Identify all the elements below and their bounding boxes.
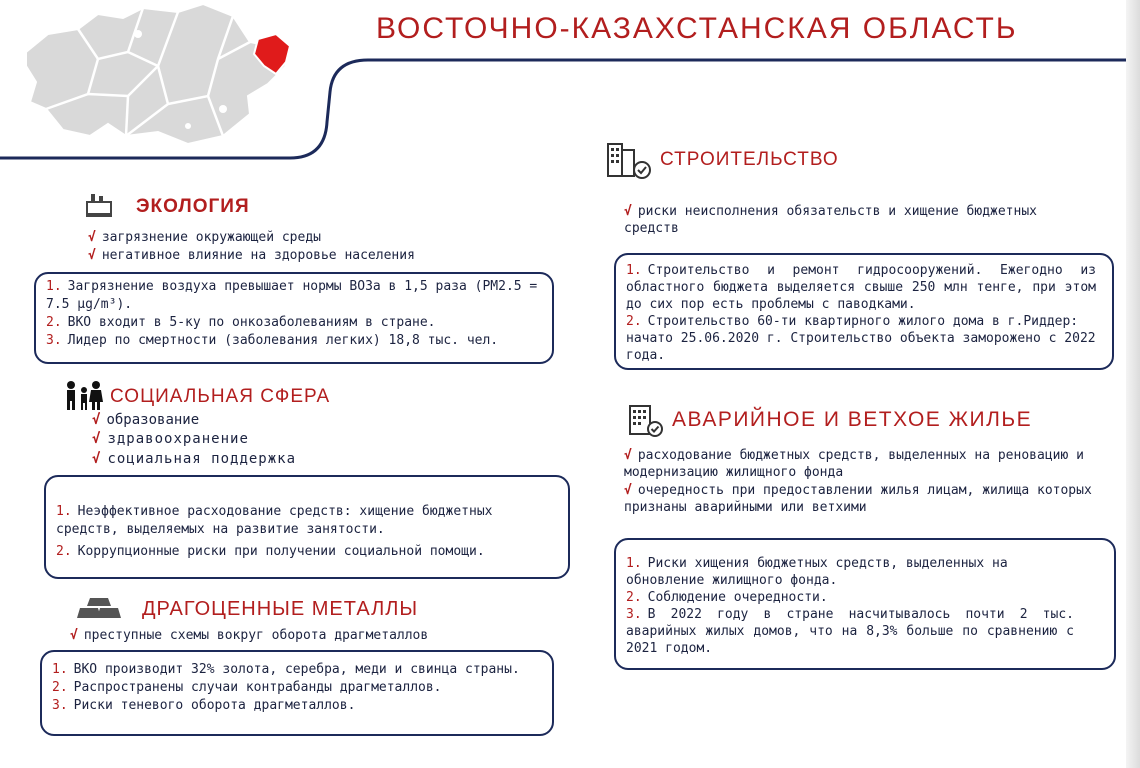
social-check-3: √ социальная поддержка (92, 451, 297, 467)
family-icon (64, 380, 104, 412)
metals-box (40, 650, 554, 736)
social-box (44, 475, 570, 579)
list-item: 2. ВКО входит в 5-ку по онкозаболеваниям в стране. (46, 315, 436, 330)
ecology-title: ЭКОЛОГИЯ (136, 196, 250, 217)
list-item: 1. Загрязнение воздуха превышает нормы ВОЗа в 1,5 раза (PM2.5 = 7.5 μg/m³). (46, 279, 538, 312)
housing-title: АВАРИЙНОЕ И ВЕТХОЕ ЖИЛЬЕ (672, 408, 1033, 431)
list-item: 2. Распространены случаи контрабанды драгметаллов. (52, 680, 442, 695)
housing-check-1: √ расходование бюджетных средств, выделенных на реновацию и модернизацию жилищного фонда (624, 448, 1084, 480)
social-check-1: √ образование (92, 412, 200, 428)
construction-box (614, 253, 1114, 370)
list-item: 1. Неэффективное расходование средств: хищение бюджетных средств, выделяемых на развитие занятости. (56, 504, 493, 537)
social-title: СОЦИАЛЬНАЯ СФЕРА (110, 386, 331, 407)
list-item: 1. Риски хищения бюджетных средств, выделенных на обновление жилищного фонда. (626, 556, 1008, 588)
list-item: 2. Строительство 60-ти квартирного жилого дома в г.Риддер: начато 25.06.2020 г. Строительство объекта заморожено с 2022 года. (626, 314, 1096, 363)
construction-check-1: √ риски неисполнения обязательств и хищение бюджетных средств (624, 204, 1037, 236)
construction-title: СТРОИТЕЛЬСТВО (660, 149, 839, 170)
list-item: 1. ВКО производит 32% золота, серебра, меди и свинца страны. (52, 662, 520, 677)
metals-check-1: √ преступные схемы вокруг оборота драгметаллов (70, 628, 429, 643)
list-item: 1. Строительство и ремонт гидросооружений. Ежегодно из областного бюджета выделяется свыше 250 млн тенге, при этом до сих пор есть проблемы с паводками. (626, 263, 1096, 312)
metals-title: ДРАГОЦЕННЫЕ МЕТАЛЛЫ (142, 598, 419, 620)
apartment-check-icon (628, 404, 664, 438)
factory-icon (84, 190, 114, 218)
gold-bars-icon (76, 594, 122, 622)
list-item: 3. Риски теневого оборота драгметаллов. (52, 698, 356, 713)
ecology-check-1: √ загрязнение окружающей среды (88, 230, 321, 245)
list-item: 3. В 2022 году в стране насчитывалось почти 2 тыс. аварийных жилых домов, что на 8,3% больше по сравнению с 2021 годом. (626, 607, 1074, 656)
ecology-box (34, 272, 554, 364)
list-item: 2. Коррупционные риски при получении социальной помощи. (56, 544, 485, 559)
social-check-2: √ здравоохранение (92, 431, 249, 447)
list-item: 3. Лидер по смертности (заболевания легких) 18,8 тыс. чел. (46, 333, 499, 348)
list-item: 2. Соблюдение очередности. (626, 590, 828, 605)
page-title: ВОСТОЧНО-КАЗАХСТАНСКАЯ ОБЛАСТЬ (376, 12, 1018, 45)
housing-check-2: √ очередность при предоставлении жилья лицам, жилища которых признаны аварийными или ветхими (624, 483, 1092, 515)
ecology-check-2: √ негативное влияние на здоровье населения (88, 248, 415, 263)
building-check-icon (606, 140, 654, 180)
kazakhstan-map-icon (18, 4, 318, 154)
housing-box (614, 538, 1116, 670)
